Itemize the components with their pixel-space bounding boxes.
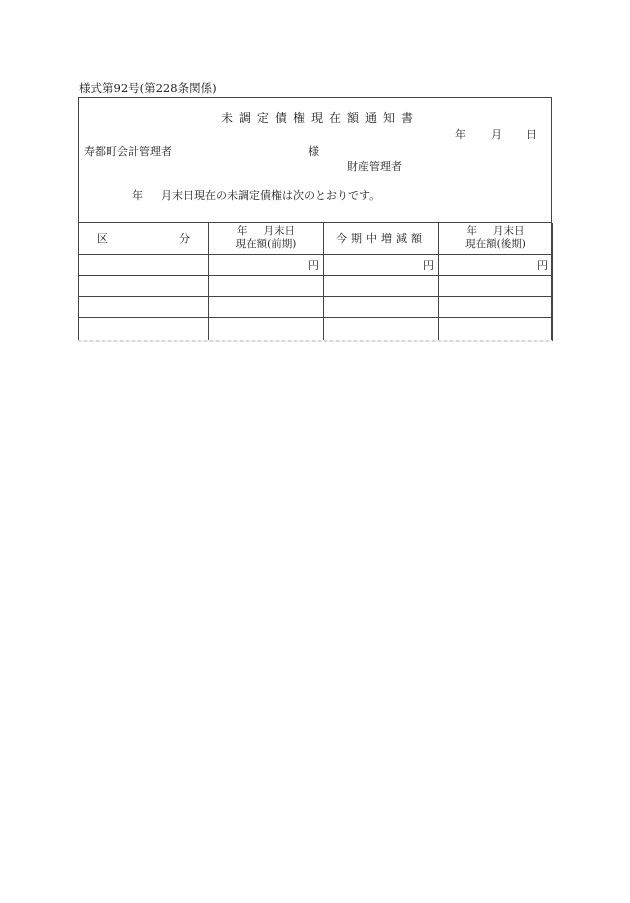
- header-change: 今期中増減額: [324, 223, 439, 254]
- unit-label: 円: [324, 254, 439, 275]
- sender: 財産管理者: [347, 160, 402, 173]
- addressee: 寿都町会計管理者: [84, 145, 172, 158]
- amount-table: [78, 223, 553, 341]
- table-cell: [209, 317, 324, 341]
- table-row: [79, 254, 553, 275]
- table-cell: [439, 275, 553, 296]
- table-cell: [79, 254, 209, 275]
- statement: [132, 187, 380, 203]
- header-category-left: 区: [97, 232, 108, 246]
- notice-form: [78, 97, 552, 342]
- table-cell: [209, 296, 324, 317]
- table-cell: [324, 275, 439, 296]
- honorific: 様: [308, 145, 319, 158]
- form-number: 様式第92号(第228条関係): [79, 81, 217, 95]
- table-cell: [324, 317, 439, 341]
- table-header-row: [79, 223, 553, 254]
- date-year-label: 年: [455, 128, 466, 141]
- table-cell: [439, 317, 553, 341]
- header-previous-year: 年: [237, 225, 248, 238]
- header-previous-amount: 現在額(前期): [235, 238, 297, 251]
- header-current-amount: 現在額(後期): [465, 238, 526, 251]
- table-row: [79, 317, 553, 341]
- header-category-right: 分: [179, 232, 190, 246]
- header-previous-monthend: 月末日: [263, 225, 295, 238]
- table-row: [79, 296, 553, 317]
- table-cell: [79, 317, 209, 341]
- unit-label: 円: [439, 254, 553, 275]
- table-cell: [439, 296, 553, 317]
- table-row: [79, 275, 553, 296]
- table-cell: [324, 296, 439, 317]
- header-current-monthend: 月末日: [493, 225, 525, 238]
- statement-year: 年: [132, 189, 143, 202]
- form-header: [79, 98, 551, 223]
- date-day-label: 日: [526, 128, 537, 141]
- table-cell: [79, 296, 209, 317]
- table-cell: [209, 275, 324, 296]
- torn-edge: [78, 340, 552, 342]
- unit-label: 円: [209, 254, 324, 275]
- header-current-year: 年: [466, 225, 477, 238]
- header-category: [79, 223, 209, 254]
- table-cell: [79, 275, 209, 296]
- header-current: [439, 223, 553, 254]
- header-previous: [209, 223, 324, 254]
- form-title: 未調定債権現在額通知書: [220, 111, 419, 125]
- statement-text: 月末日現在の未調定債権は次のとおりです。: [161, 189, 381, 202]
- date-month-label: 月: [491, 128, 502, 141]
